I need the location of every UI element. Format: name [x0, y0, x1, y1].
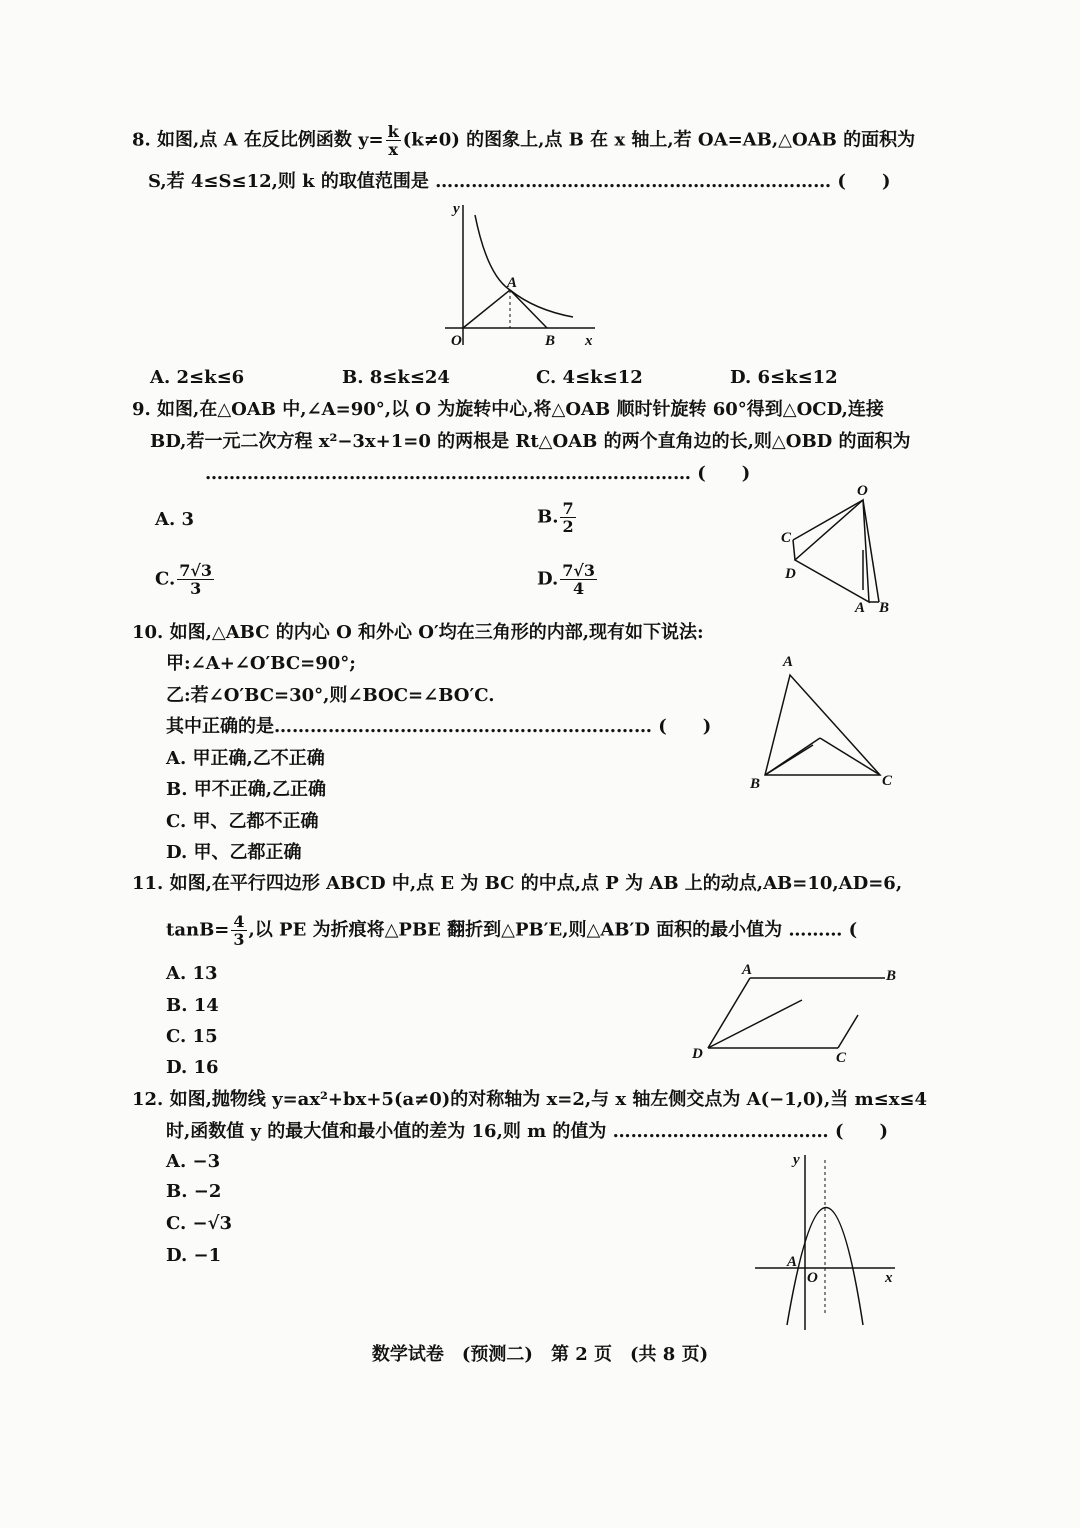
- label-a: A: [507, 275, 518, 291]
- q9-line2: BD,若一元二次方程 x²−3x+1=0 的两根是 Rt△OAB 的两个直角边的长,则△OBD 的面积为: [150, 431, 911, 452]
- frac-num: 7√3: [562, 561, 596, 580]
- frac-den: 3: [190, 579, 202, 598]
- frac-den: x: [388, 140, 398, 159]
- label-b: B: [879, 600, 890, 616]
- q10-option-a: A. 甲正确,乙不正确: [166, 748, 325, 769]
- label-x: x: [885, 1270, 893, 1286]
- q8-fraction: [386, 123, 401, 158]
- q8-text-b: (k≠0) 的图象上,点 B 在 x 轴上,若 OA=AB,△OAB 的面积为: [402, 129, 916, 151]
- fraction: [560, 500, 575, 535]
- label-b: B: [750, 776, 761, 792]
- q10-line4: 其中正确的是……………………………………………………… ( ): [166, 716, 712, 737]
- q8-figure: [435, 195, 605, 355]
- q12-line1: 12. 如图,抛物线 y=ax²+bx+5(a≠0)的对称轴为 x=2,与 x 轴左侧交点为 A(−1,0),当 m≤x≤4: [132, 1089, 928, 1110]
- frac-num: 4: [233, 912, 245, 931]
- q8-option-b: B. 8≤k≤24: [342, 367, 450, 388]
- frac-num: 7√3: [179, 561, 213, 580]
- page-footer: 数学试卷 (预测二) 第 2 页 (共 8 页): [371, 1344, 709, 1365]
- label-d: D: [692, 1046, 703, 1062]
- opt-prefix: D.: [537, 568, 559, 590]
- q11-text-b: ,以 PE 为折痕将△PBE 翻折到△PB′E,则△AB′D 面积的最小值为 ……… (: [248, 919, 858, 941]
- q12-option-b: B. −2: [166, 1181, 222, 1202]
- label-b: B: [886, 968, 897, 984]
- q8-text-a: 8. 如图,点 A 在反比例函数 y=: [132, 129, 384, 151]
- q11-line2: [166, 913, 857, 948]
- q10-figure: [745, 650, 905, 795]
- q12-line2: 时,函数值 y 的最大值和最小值的差为 16,则 m 的值为 ……………………………… ( ): [166, 1121, 888, 1142]
- label-c: C: [781, 530, 792, 546]
- q11-figure: [690, 960, 905, 1065]
- label-c: C: [882, 773, 893, 789]
- frac-num: 7: [562, 499, 574, 518]
- label-y: y: [793, 1152, 800, 1168]
- q9-option-d: [537, 562, 599, 597]
- frac-den: 2: [562, 517, 574, 536]
- q10-option-c: C. 甲、乙都不正确: [166, 811, 319, 832]
- label-a: A: [742, 962, 753, 978]
- label-a: A: [855, 600, 866, 616]
- fraction: [177, 562, 214, 597]
- frac-num: k: [387, 122, 399, 141]
- label-y: y: [453, 201, 460, 217]
- q11-option-d: D. 16: [166, 1057, 219, 1078]
- q12-figure: [755, 1150, 905, 1335]
- q12-option-a: A. −3: [166, 1151, 221, 1172]
- q12-option-c: C. −√3: [166, 1213, 232, 1234]
- label-o: O: [857, 483, 868, 499]
- opt-prefix: B.: [537, 506, 559, 528]
- q9-option-a: A. 3: [155, 509, 195, 530]
- q11-option-b: B. 14: [166, 995, 219, 1016]
- label-d: D: [785, 566, 796, 582]
- q9-option-c: [155, 562, 216, 597]
- q10-line2: 甲:∠A+∠O′BC=90°;: [166, 653, 356, 674]
- q9-figure: [775, 480, 905, 620]
- opt-prefix: C.: [155, 568, 176, 590]
- label-o: O: [807, 1270, 818, 1286]
- q10-line3: 乙:若∠O′BC=30°,则∠BOC=∠BO′C.: [166, 685, 495, 706]
- label-c: C: [836, 1050, 847, 1065]
- label-o: O: [451, 333, 462, 349]
- frac-den: 3: [233, 930, 245, 949]
- q11-line1: 11. 如图,在平行四边形 ABCD 中,点 E 为 BC 的中点,点 P 为 AB 上的动点,AB=10,AD=6,: [132, 873, 903, 894]
- q8-option-a: A. 2≤k≤6: [150, 367, 245, 388]
- q12-option-d: D. −1: [166, 1245, 222, 1266]
- q9-option-b: [537, 500, 578, 535]
- q8-option-c: C. 4≤k≤12: [536, 367, 643, 388]
- q8-line1: [132, 123, 915, 158]
- label-x: x: [585, 333, 593, 349]
- label-a: A: [783, 654, 794, 670]
- q10-line1: 10. 如图,△ABC 的内心 O 和外心 O′均在三角形的内部,现有如下说法:: [132, 622, 704, 643]
- fraction: [560, 562, 597, 597]
- q8-option-d: D. 6≤k≤12: [730, 367, 838, 388]
- q11-fraction: [231, 913, 246, 948]
- q11-option-c: C. 15: [166, 1026, 218, 1047]
- label-b: B: [545, 333, 556, 349]
- q9-line3: ……………………………………………………………………… ( ): [205, 463, 751, 484]
- q9-line1: 9. 如图,在△OAB 中,∠A=90°,以 O 为旋转中心,将△OAB 顺时针旋转 60°得到△OCD,连接: [132, 399, 884, 420]
- q8-line2: S,若 4≤S≤12,则 k 的取值范围是 ………………………………………………………… ( ): [148, 171, 891, 192]
- q11-option-a: A. 13: [166, 963, 218, 984]
- label-a: A: [787, 1254, 798, 1270]
- q10-option-b: B. 甲不正确,乙正确: [166, 779, 327, 800]
- q11-text-a: tanB=: [166, 919, 230, 941]
- frac-den: 4: [573, 579, 585, 598]
- q10-option-d: D. 甲、乙都正确: [166, 842, 302, 863]
